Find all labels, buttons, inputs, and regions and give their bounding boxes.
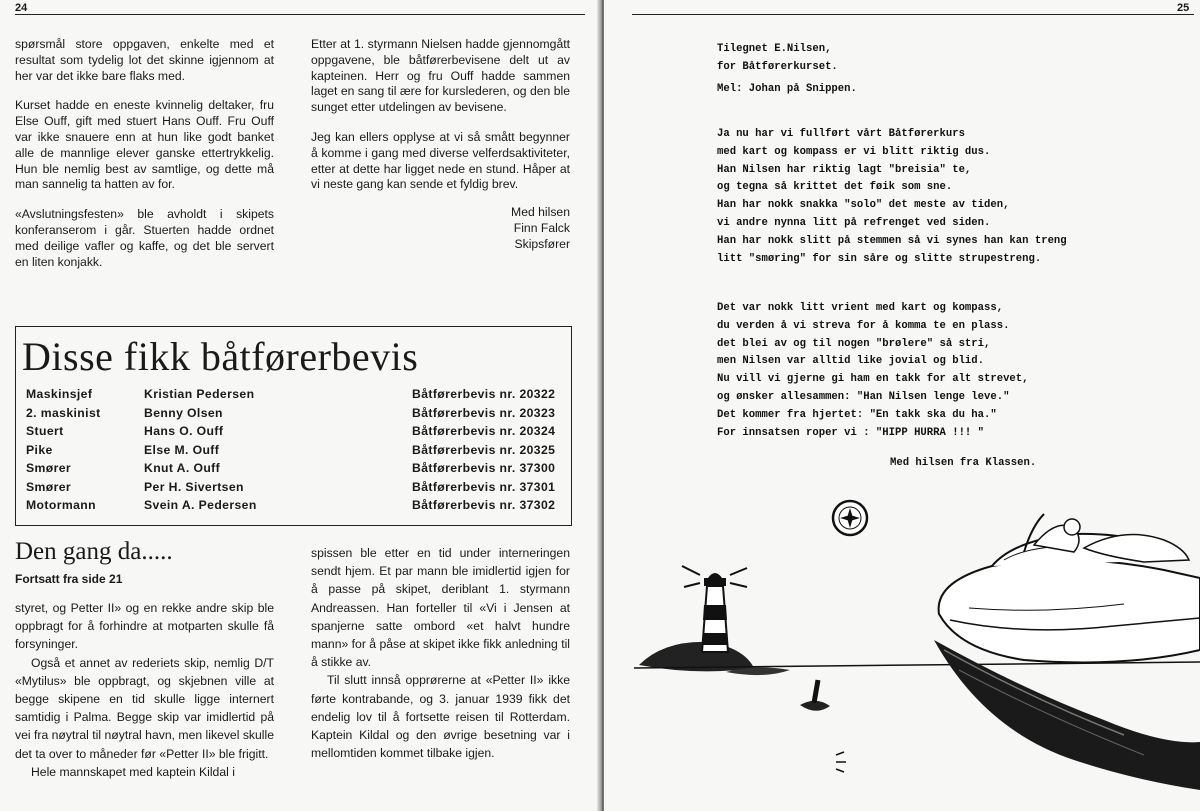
license-row <box>26 387 566 405</box>
license-role: 2. maskinist <box>26 405 101 420</box>
license-name: Benny Olsen <box>144 405 223 420</box>
license-role: Motormann <box>26 498 96 512</box>
paragraph: Hele mannskapet med kaptein Kildal i <box>31 764 235 779</box>
paragraph: «Avslutningsfesten» ble avholdt i skipets konferanserom i går. Stuerten hadde ordnet med deilige vafler og kaffe, og det ble servert en liten konjakk. <box>15 207 274 269</box>
verse-line: Det kommer fra hjertet: "En takk ska du ha." <box>717 408 997 421</box>
license-row <box>26 424 566 442</box>
dedication-line: for Båtførerkurset. <box>717 60 838 73</box>
verse-line: For innsatsen roper vi : "HIPP HURRA !!! " <box>717 426 985 439</box>
paragraph: spørsmål store oppgaven, enkelte med et resultat som tydelig lot det skinne igjennom at her var det ikke bare flaks med. <box>15 37 274 83</box>
paragraph: styret, og Petter II» og en rekke andre skip ble oppbragt for å forhindre at motparten skulle få forsyninger. <box>15 601 274 652</box>
motorboat-icon <box>836 514 1200 790</box>
verse-line: vi andre nynna litt på refrenget ved siden. <box>717 216 991 229</box>
license-cert: Båtførerbevis nr. 20322 <box>412 387 556 401</box>
verse-line: men Nilsen var alltid like jovial og blid. <box>717 355 985 368</box>
signature-line: Med hilsen <box>511 205 570 220</box>
buoy-icon <box>800 680 830 711</box>
paragraph: Kurset hadde en eneste kvinnelig deltaker, fru Else Ouff, gift med stuert Hans Ouff. Fru Ouff var ikke snauere enn at hun like godt banket alle de mannlige elever ganske ettertrykkelig. Hun ble nemlig best av samtlige, og dette må man sannelig ta hatten av for. <box>15 98 274 192</box>
license-row <box>26 406 566 424</box>
verse-line: Ja nu har vi fullført vårt Båtførerkurs <box>717 128 965 140</box>
boat-lighthouse-illustration <box>604 0 1200 811</box>
license-name: Svein A. Pedersen <box>144 498 257 512</box>
license-name: Per H. Sivertsen <box>144 479 244 494</box>
closing-line: Med hilsen fra Klassen. <box>890 457 1037 469</box>
verse-line: Han har nokk snakka "solo" det meste av tiden, <box>717 199 1010 212</box>
license-box <box>15 326 572 526</box>
paragraph: Jeg kan ellers opplyse at vi så smått begynner å komme i gang med diverse velferdsaktiviteter, etter at dette har ligget nede en stund. Håper at vi neste gang kan sende et fyldig brev. <box>311 129 570 192</box>
page-number-right: 25 <box>1177 2 1190 14</box>
lighthouse-icon <box>639 566 790 675</box>
signature-block <box>311 205 570 252</box>
verse-line: Nu vill vi gjerne gi ham en takk for alt strevet, <box>717 373 1029 386</box>
verse-line: det blei av og til nogen "brølere" så stri, <box>717 337 991 350</box>
license-cert: Båtførerbevis nr. 20325 <box>412 442 556 457</box>
license-name: Kristian Pedersen <box>144 387 255 401</box>
license-name: Else M. Ouff <box>144 442 220 457</box>
verse-line: litt "smøring" for sin såre og slitte strupestreng. <box>717 252 1042 265</box>
paragraph: Til slutt innså opprørerne at «Petter II» ikke førte kontrabande, og 3. januar 1939 fikk det endelig lov til å fortsette reisen til Rotterdam. Kaptein Kildal og den øvrige besetning var i mellomtiden kommet tilbake igjen. <box>311 673 570 761</box>
verse-line: Det var nokk litt vrient med kart og kompass, <box>717 302 1004 314</box>
license-cert: Båtførerbevis nr. 20323 <box>412 405 556 420</box>
section-subtitle: Fortsatt fra side 21 <box>15 572 123 586</box>
article-column-1 <box>15 37 274 284</box>
paragraph: spissen ble etter en tid under interneringen sendt hjem. Et par mann ble imidlertid igjen for å passe på skipet, deriblant 1. styrmann Andreassen. Han forteller til «Vi i Jensen at spanjerne satte ombord «et halvt hundre mann» for å påse at skipet ikke fikk anledning til å stikke av. <box>311 546 570 670</box>
verse-line: og tegna så krittet det føik som sne. <box>717 181 953 194</box>
license-cert: Båtførerbevis nr. 37301 <box>412 479 556 494</box>
paragraph: Etter at 1. styrmann Nielsen hadde gjennomgått oppgavene, ble båtførerbevisene delt ut av kapteinen. Herr og fru Ouff hadde sammen laget en sang til ære for kurslederen, og den ble sunget etter utdelingen av bevisene. <box>311 37 570 115</box>
license-role: Pike <box>26 442 53 457</box>
paragraph: Også et annet av rederiets skip, nemlig D/T «Mytilus» ble oppbragt, og skjebnen ville at begge skipene en tid skulle ligge internert samtidig i Palma. Begge skip var imidlertid på vei fra nøytral til nøytral havn, men likevel skulle det ta over to måneder før «Petter II» ble frigitt. <box>15 655 274 761</box>
melody-line: Mel: Johan på Snippen. <box>717 83 857 95</box>
verse-line: og ønsker allesammen: "Han Nilsen lenge leve." <box>717 390 1010 403</box>
license-cert: Båtførerbevis nr. 37300 <box>412 461 556 475</box>
license-row <box>26 443 566 461</box>
license-row <box>26 461 566 479</box>
license-row <box>26 498 566 516</box>
right-page <box>604 0 1200 811</box>
license-name: Hans O. Ouff <box>144 424 224 438</box>
license-role: Smører <box>26 461 72 475</box>
signature-title: Skipsfører <box>514 236 570 251</box>
header-rule <box>15 14 585 15</box>
license-name: Knut A. Ouff <box>144 461 221 475</box>
verse-line: Han Nilsen har riktig lagt "breisia" te, <box>717 163 972 176</box>
license-row <box>26 480 566 498</box>
section-title: Den gang da..... <box>15 538 173 565</box>
license-cert: Båtførerbevis nr. 37302 <box>412 498 556 512</box>
license-role: Maskinsjef <box>26 387 93 401</box>
section-column-1 <box>15 599 274 781</box>
signature-name: Finn Falck <box>513 220 570 235</box>
verse-line: du verden å vi streva for å komma te en plass. <box>717 319 1010 332</box>
dedication-line: Tilegnet E.Nilsen, <box>717 43 832 55</box>
verse-line: Han har nokk slitt på stemmen så vi synes han kan treng <box>717 234 1067 247</box>
article-column-2 <box>311 37 570 253</box>
page-number-left: 24 <box>15 2 28 14</box>
compass-icon <box>833 501 867 535</box>
section-column-2 <box>311 544 570 762</box>
license-role: Smører <box>26 479 72 494</box>
license-role: Stuert <box>26 424 64 438</box>
license-box-title: Disse fikk båtførerbevis <box>22 334 419 379</box>
license-cert: Båtførerbevis nr. 20324 <box>412 424 556 438</box>
verse-line: med kart og kompass er vi blitt riktig dus. <box>717 145 991 158</box>
